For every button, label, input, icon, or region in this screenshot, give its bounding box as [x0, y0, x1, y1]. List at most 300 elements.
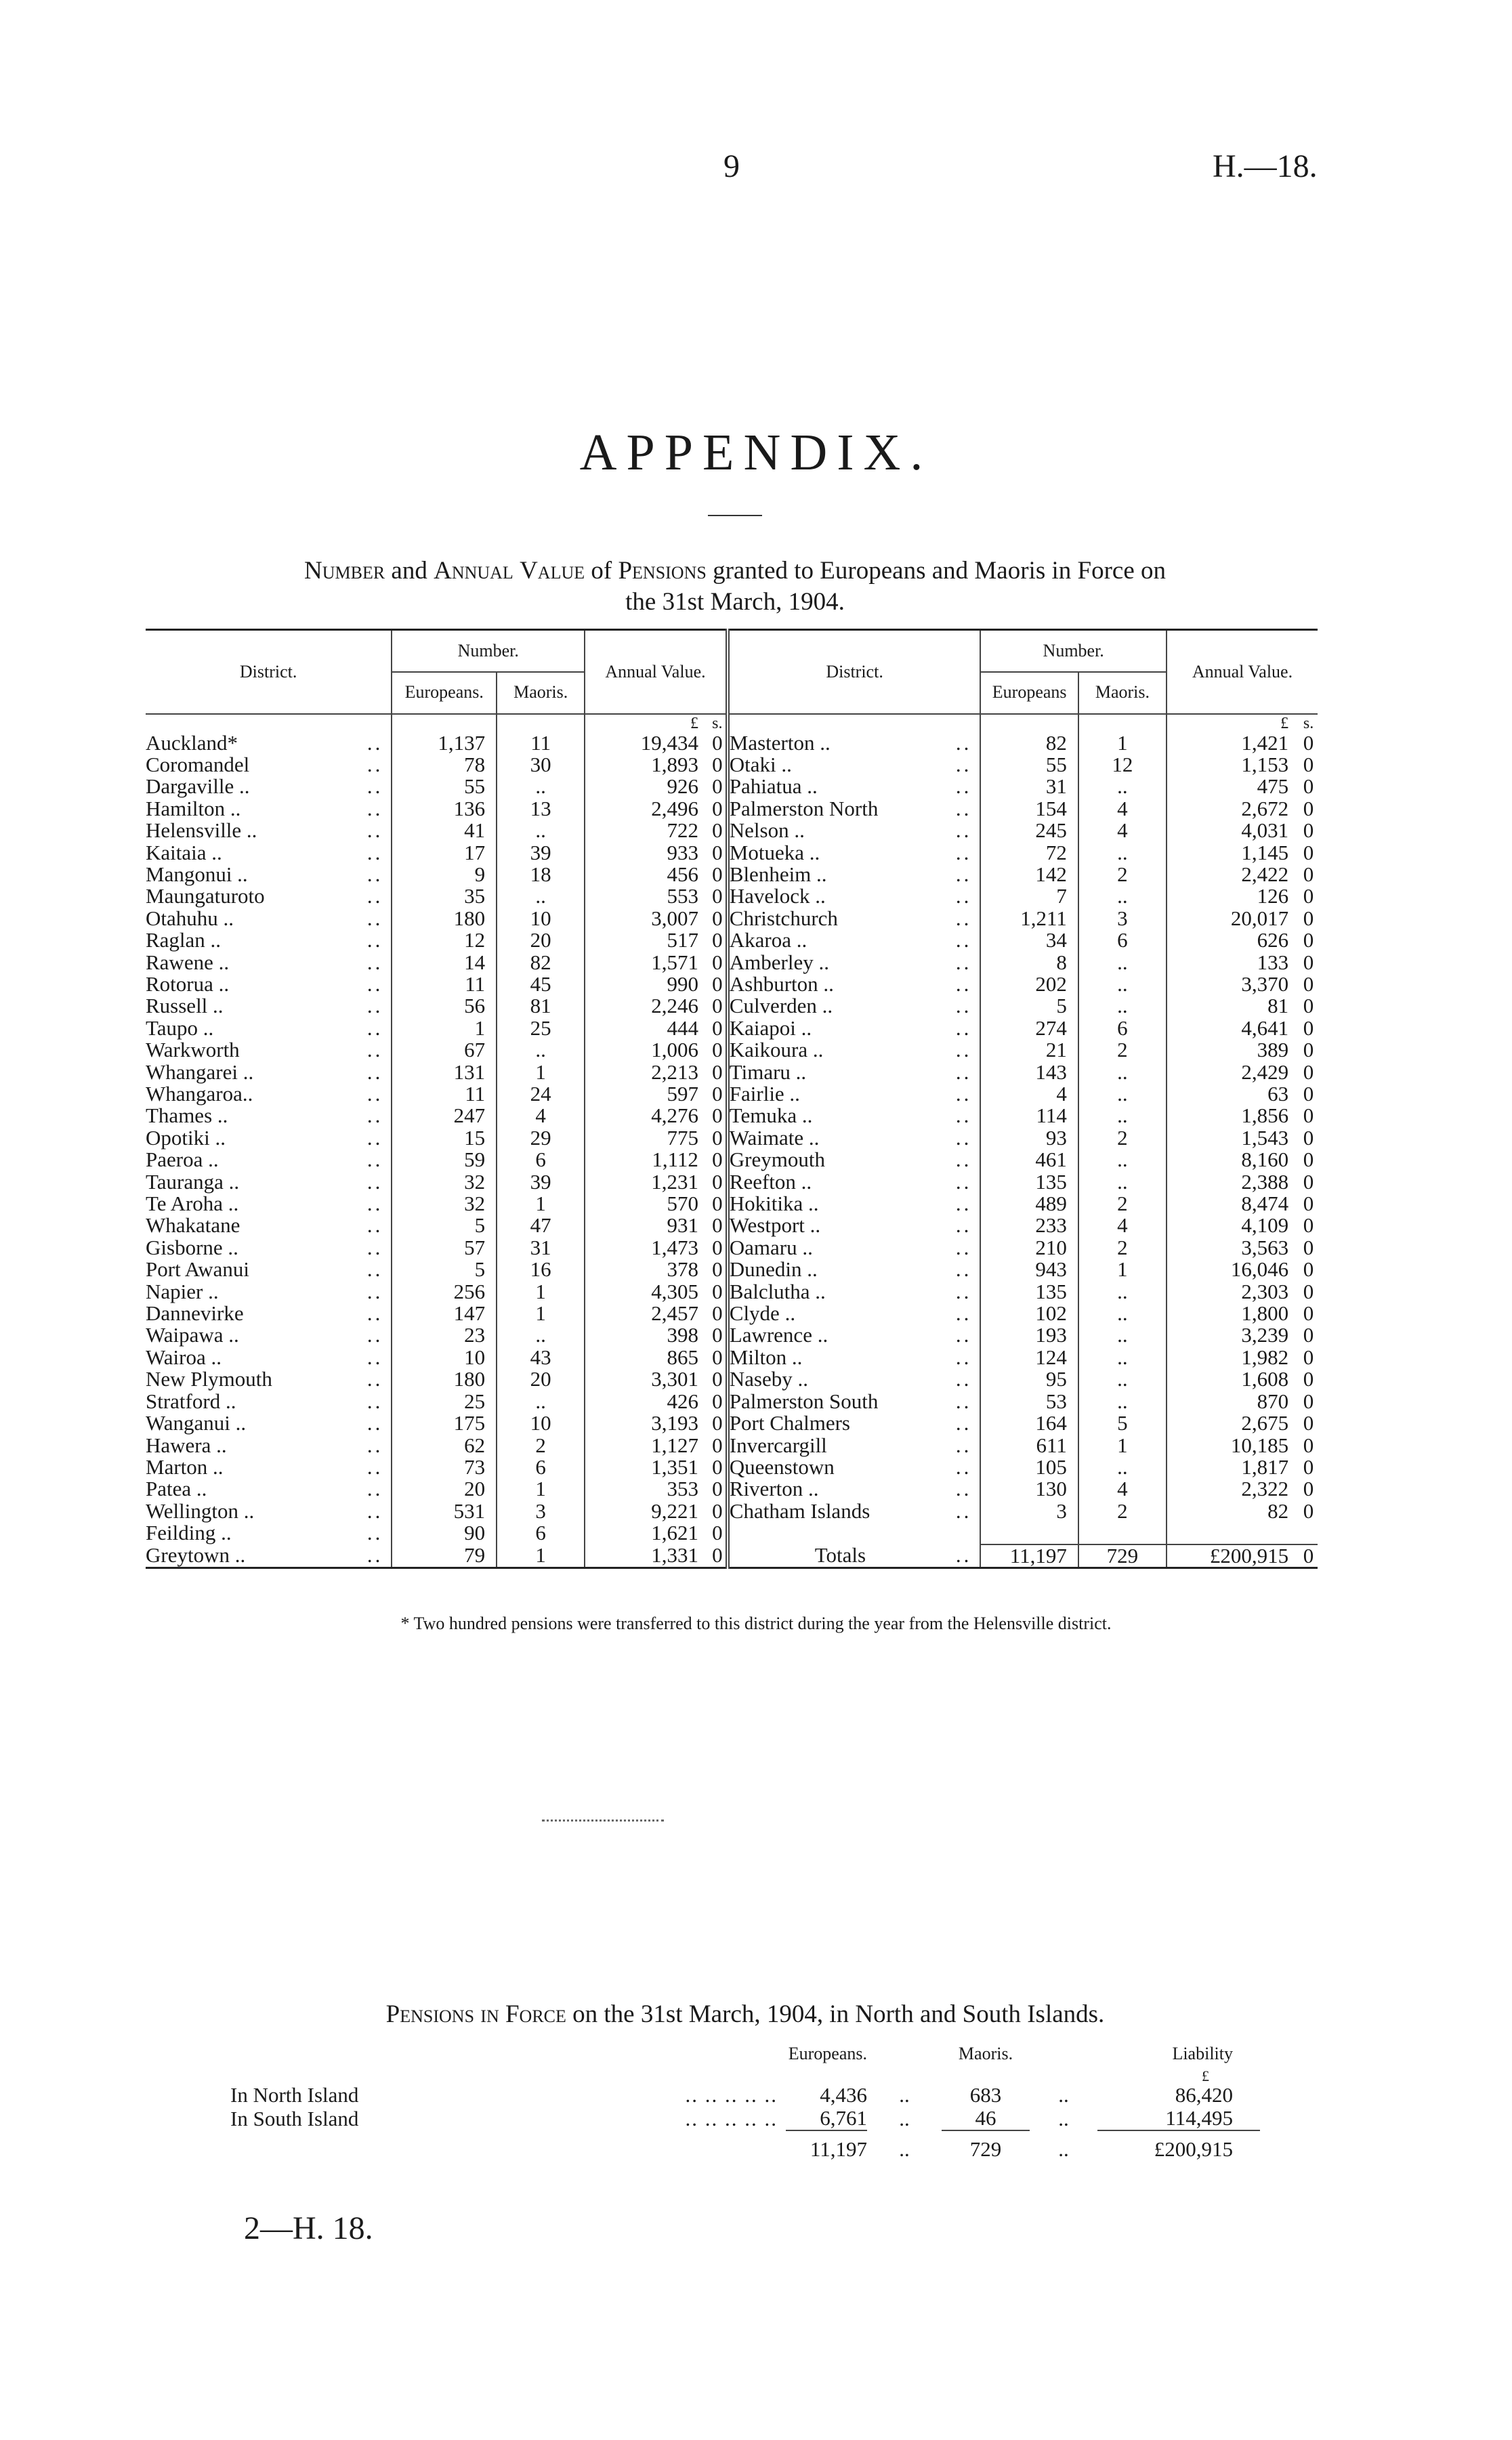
maoris-cell: 31 — [497, 1237, 585, 1259]
maoris-cell: 1 — [497, 1281, 585, 1303]
europeans-cell: 67 — [392, 1039, 497, 1061]
europeans-cell: 143 — [980, 1061, 1078, 1083]
europeans-cell: 9 — [392, 864, 497, 885]
europeans-cell: 102 — [980, 1303, 1078, 1324]
table-row — [146, 1478, 1318, 1500]
table-row — [146, 1017, 1318, 1039]
district-cell: Christchurch — [728, 908, 951, 929]
header-number-left: Number. — [392, 630, 585, 672]
leader-dots: .. — [955, 730, 972, 755]
leader-dots: .. — [955, 1367, 972, 1391]
maoris-cell: .. — [1078, 1061, 1167, 1083]
leader-dots: .. — [366, 752, 383, 776]
europeans-cell: 62 — [392, 1435, 497, 1456]
maoris-cell: 13 — [497, 798, 585, 820]
district-cell: Patea .. — [146, 1477, 207, 1501]
europeans-cell: 233 — [980, 1215, 1078, 1236]
leader-dots: .. — [366, 950, 383, 974]
annual-value-cell: 926 — [585, 776, 709, 797]
europeans-cell: 57 — [392, 1237, 497, 1259]
summary-maoris: 46 — [975, 2106, 996, 2130]
europeans-cell: 130 — [980, 1478, 1078, 1500]
title-divider — [708, 515, 762, 516]
table-row — [146, 1171, 1318, 1193]
leader-dots: .. — [366, 1015, 383, 1040]
maoris-cell: 11 — [497, 732, 585, 754]
annual-value-cell: 456 — [585, 864, 709, 885]
leader-dots: .. — [955, 1148, 972, 1172]
annual-value-cell: 3,301 — [585, 1368, 709, 1390]
table-row — [146, 798, 1318, 820]
annual-value-cell: 3,370 — [1167, 973, 1299, 995]
maoris-cell: 45 — [497, 973, 585, 995]
district-cell: Mangonui .. — [146, 862, 248, 886]
leader-dots: .. — [366, 1345, 383, 1369]
leader-dots: .. — [366, 1454, 383, 1479]
maoris-cell: 4 — [1078, 1478, 1167, 1500]
shillings-cell: 0 — [1303, 796, 1314, 820]
annual-value-cell: 398 — [585, 1324, 709, 1346]
leader-dots: .. — [366, 796, 383, 820]
table-row — [146, 1391, 1318, 1412]
empty-cell — [1167, 1522, 1299, 1544]
shillings-cell: 0 — [1303, 818, 1314, 843]
shillings-cell: 0 — [712, 1038, 723, 1062]
annual-value-cell: 1,608 — [1167, 1368, 1299, 1390]
document-code: H.—18. — [1213, 148, 1318, 184]
shillings-cell: 0 — [1303, 971, 1314, 996]
europeans-cell: 73 — [392, 1456, 497, 1478]
district-cell: Helensville .. — [146, 818, 257, 843]
shillings-cell: 0 — [712, 950, 723, 974]
shillings-cell: 0 — [1303, 1148, 1314, 1172]
shillings-cell: 0 — [1303, 1235, 1314, 1259]
annual-value-cell: 870 — [1167, 1391, 1299, 1412]
shillings-cell: 0 — [1303, 884, 1314, 908]
shillings-cell: 0 — [1303, 1038, 1314, 1062]
table-row — [146, 1412, 1318, 1434]
maoris-cell: .. — [1078, 1324, 1167, 1346]
annual-value-cell: 990 — [585, 973, 709, 995]
table-row — [146, 1083, 1318, 1105]
summary-header-liability — [1097, 2039, 1260, 2069]
annual-value-cell: 865 — [585, 1347, 709, 1368]
annual-value-cell: 1,621 — [585, 1522, 709, 1544]
table-row — [146, 1281, 1318, 1303]
summary-leader-dots: .. .. .. .. .. — [685, 2106, 778, 2130]
maoris-cell: .. — [1078, 1105, 1167, 1127]
europeans-cell: 247 — [392, 1105, 497, 1127]
annual-value-cell: 475 — [1167, 776, 1299, 797]
header-maoris-right: Maoris. — [1078, 672, 1167, 714]
shillings-cell: 0 — [1303, 1279, 1314, 1303]
shilling-unit-left: s. — [712, 714, 723, 732]
maoris-cell: 4 — [1078, 1215, 1167, 1236]
maoris-cell: 4 — [1078, 820, 1167, 841]
europeans-cell: 55 — [392, 776, 497, 797]
leader-dots: .. — [955, 1059, 972, 1084]
maoris-cell: 1 — [497, 1193, 585, 1215]
district-cell: Naseby .. — [728, 1368, 951, 1390]
europeans-cell: 31 — [980, 776, 1078, 797]
title-word-and: and — [385, 557, 434, 585]
europeans-cell: 114 — [980, 1105, 1078, 1127]
maoris-cell: 2 — [1078, 864, 1167, 885]
summary-maoris: 683 — [969, 2083, 1002, 2107]
shillings-cell: 0 — [712, 884, 723, 908]
leader-dots: .. — [955, 1301, 972, 1326]
shillings-cell: 0 — [1303, 1015, 1314, 1040]
maoris-cell: 20 — [497, 1368, 585, 1390]
header-number-right: Number. — [980, 630, 1167, 672]
annual-value-cell: 626 — [1167, 929, 1299, 951]
empty-cell — [980, 1522, 1078, 1544]
totals-annual-value: £200,915 — [1167, 1544, 1299, 1568]
maoris-cell: 6 — [497, 1456, 585, 1478]
shillings-cell: 0 — [1303, 1411, 1314, 1435]
shillings-cell: 0 — [712, 1498, 723, 1523]
annual-value-cell: 9,221 — [585, 1500, 709, 1522]
district-cell: Wairoa .. — [146, 1345, 222, 1369]
header-annual-value-left: Annual Value. — [585, 630, 728, 714]
district-cell: Queenstown — [728, 1456, 951, 1478]
shillings-cell: 0 — [712, 1192, 723, 1216]
shillings-cell: 0 — [712, 1521, 723, 1545]
leader-dots: .. — [955, 1169, 972, 1194]
annual-value-cell: 63 — [1167, 1083, 1299, 1105]
annual-value-cell: 1,473 — [585, 1237, 709, 1259]
shillings-cell: 0 — [712, 840, 723, 864]
maoris-cell: 1 — [1078, 1259, 1167, 1280]
leader-dots: .. — [955, 752, 972, 776]
summary-total-europeans: 11,197 — [786, 2130, 867, 2161]
district-cell: Rawene .. — [146, 950, 230, 974]
shillings-cell: 0 — [1303, 1125, 1314, 1150]
shillings-cell: 0 — [1303, 994, 1314, 1018]
summary-total-liability: £200,915 — [1097, 2130, 1260, 2161]
europeans-cell: 193 — [980, 1324, 1078, 1346]
maoris-cell: .. — [1078, 995, 1167, 1017]
shillings-cell: 0 — [712, 1015, 723, 1040]
leader-dots: .. — [955, 1015, 972, 1040]
empty-cell — [728, 1522, 951, 1544]
summary-label: In South Island — [230, 2106, 359, 2130]
table-row — [146, 1193, 1318, 1215]
shilling-unit-right: s. — [1303, 714, 1314, 732]
totals-europeans: 11,197 — [980, 1544, 1078, 1568]
leader-dots: .. — [955, 1103, 972, 1128]
district-cell: Milton .. — [728, 1347, 951, 1368]
shillings-cell: 0 — [1303, 1301, 1314, 1326]
leader-dots: .. — [951, 1544, 980, 1568]
district-cell: Taupo .. — [146, 1015, 214, 1040]
table-row — [146, 864, 1318, 885]
district-cell: Timaru .. — [728, 1061, 951, 1083]
leader-dots: .. — [366, 1235, 383, 1259]
annual-value-cell: 1,112 — [585, 1149, 709, 1171]
shillings-cell: 0 — [712, 1103, 723, 1128]
totals-maoris: 729 — [1078, 1544, 1167, 1568]
leader-dots: .. — [955, 884, 972, 908]
summary-sep: .. — [899, 2106, 910, 2130]
annual-value-cell: 1,351 — [585, 1456, 709, 1478]
maoris-cell: 47 — [497, 1215, 585, 1236]
leader-dots: .. — [366, 1148, 383, 1172]
summary-total-row — [230, 2130, 1260, 2161]
annual-value-cell: 10,185 — [1167, 1435, 1299, 1456]
annual-value-cell: 126 — [1167, 885, 1299, 907]
leader-dots: .. — [366, 1389, 383, 1413]
europeans-cell: 154 — [980, 798, 1078, 820]
shillings-cell: 0 — [1303, 1454, 1314, 1479]
leader-dots: .. — [366, 1301, 383, 1326]
district-cell: Opotiki .. — [146, 1125, 226, 1150]
annual-value-cell: 517 — [585, 929, 709, 951]
table-row — [146, 1237, 1318, 1259]
leader-dots: .. — [955, 1082, 972, 1106]
district-cell: Culverden .. — [728, 995, 951, 1017]
summary-sep: .. — [899, 2137, 910, 2161]
district-cell: Whakatane — [146, 1213, 240, 1238]
maoris-cell: 81 — [497, 995, 585, 1017]
shillings-cell: 0 — [712, 971, 723, 996]
shillings-cell: 0 — [1303, 1213, 1314, 1238]
shillings-cell: 0 — [1303, 1169, 1314, 1194]
europeans-cell: 175 — [392, 1412, 497, 1434]
europeans-cell: 8 — [980, 952, 1078, 973]
europeans-cell: 95 — [980, 1368, 1078, 1390]
europeans-cell: 611 — [980, 1435, 1078, 1456]
leader-dots: .. — [366, 730, 383, 755]
maoris-cell: .. — [497, 1039, 585, 1061]
header-europeans-left: Europeans. — [392, 672, 497, 714]
leader-dots: .. — [366, 906, 383, 930]
leader-dots: .. — [955, 1454, 972, 1479]
shillings-cell: 0 — [712, 1279, 723, 1303]
totals-shillings: 0 — [1299, 1544, 1318, 1568]
maoris-cell: 1 — [1078, 732, 1167, 754]
leader-dots: .. — [955, 862, 972, 886]
bottom-document-code: 2—H. 18. — [244, 2210, 373, 2246]
annual-value-cell: 81 — [1167, 995, 1299, 1017]
annual-value-cell: 1,145 — [1167, 842, 1299, 864]
summary-title-space2 — [499, 2000, 505, 2028]
district-cell: Kaikoura .. — [728, 1039, 951, 1061]
annual-value-cell: 8,474 — [1167, 1193, 1299, 1215]
leader-dots: .. — [955, 971, 972, 996]
summary-header-maoris: Maoris. — [958, 2044, 1013, 2063]
annual-value-cell: 933 — [585, 842, 709, 864]
europeans-cell: 17 — [392, 842, 497, 864]
leader-dots: .. — [366, 1059, 383, 1084]
shillings-cell: 0 — [1303, 1257, 1314, 1282]
annual-value-cell: 1,543 — [1167, 1127, 1299, 1149]
maoris-cell: 20 — [497, 929, 585, 951]
maoris-cell: 16 — [497, 1259, 585, 1280]
leader-dots: .. — [955, 994, 972, 1018]
annual-value-cell: 3,563 — [1167, 1237, 1299, 1259]
maoris-cell: 39 — [497, 1171, 585, 1193]
annual-value-cell: 19,434 — [585, 732, 709, 754]
maoris-cell: 2 — [497, 1435, 585, 1456]
title-word-annual: Annual — [434, 557, 513, 585]
district-cell: Whangarei .. — [146, 1059, 254, 1084]
title-space — [513, 557, 520, 585]
europeans-cell: 136 — [392, 798, 497, 820]
maoris-cell: .. — [1078, 842, 1167, 864]
district-cell: Invercargill — [728, 1435, 951, 1456]
table-row — [146, 1039, 1318, 1061]
leader-dots: .. — [955, 1257, 972, 1282]
europeans-cell: 5 — [980, 995, 1078, 1017]
table-row — [146, 1303, 1318, 1324]
shillings-cell: 0 — [712, 774, 723, 799]
shillings-cell: 0 — [712, 1454, 723, 1479]
leader-dots: .. — [955, 1345, 972, 1369]
annual-value-cell: 931 — [585, 1215, 709, 1236]
europeans-cell: 21 — [980, 1039, 1078, 1061]
shillings-cell: 0 — [1303, 1389, 1314, 1413]
leader-dots: .. — [366, 1169, 383, 1194]
europeans-cell: 10 — [392, 1347, 497, 1368]
table-row — [146, 973, 1318, 995]
shillings-cell: 0 — [709, 1544, 728, 1568]
district-cell: Paeroa .. — [146, 1148, 219, 1172]
leader-dots: .. — [366, 1038, 383, 1062]
leader-dots: .. — [366, 1477, 383, 1501]
maoris-cell: 3 — [1078, 908, 1167, 929]
maoris-cell: 24 — [497, 1083, 585, 1105]
shillings-cell: 0 — [1303, 774, 1314, 799]
shillings-cell: 0 — [712, 1213, 723, 1238]
summary-sep: .. — [1058, 2137, 1069, 2161]
shillings-cell: 0 — [1303, 862, 1314, 886]
table-row — [146, 1500, 1318, 1522]
europeans-cell: 124 — [980, 1347, 1078, 1368]
table-row — [146, 732, 1318, 754]
leader-dots: .. — [955, 1213, 972, 1238]
leader-dots: .. — [955, 840, 972, 864]
leader-dots: .. — [955, 950, 972, 974]
district-cell: Greymouth — [728, 1149, 951, 1171]
annual-value-cell: 2,429 — [1167, 1061, 1299, 1083]
europeans-cell: 11 — [392, 973, 497, 995]
shillings-cell: 0 — [1303, 950, 1314, 974]
shillings-cell: 0 — [712, 1148, 723, 1172]
shillings-cell: 0 — [1303, 906, 1314, 930]
shillings-cell: 0 — [712, 730, 723, 755]
annual-value-cell: 1,331 — [585, 1544, 709, 1568]
annual-value-cell: 1,817 — [1167, 1456, 1299, 1478]
summary-table — [230, 2039, 1260, 2161]
maoris-cell: 6 — [497, 1149, 585, 1171]
district-cell: Fairlie .. — [728, 1083, 951, 1105]
annual-value-cell: 1,982 — [1167, 1347, 1299, 1368]
summary-title — [203, 2000, 1287, 2029]
summary-row-north — [230, 2084, 1260, 2107]
europeans-cell: 78 — [392, 754, 497, 776]
summary-title-force: Force — [505, 2000, 566, 2028]
shillings-cell: 0 — [712, 1235, 723, 1259]
europeans-cell: 210 — [980, 1237, 1078, 1259]
leader-dots: .. — [955, 774, 972, 799]
annual-value-cell: 82 — [1167, 1500, 1299, 1522]
maoris-cell: 2 — [1078, 1039, 1167, 1061]
annual-value-cell: 1,231 — [585, 1171, 709, 1193]
maoris-cell: 6 — [1078, 929, 1167, 951]
annual-value-cell: 1,800 — [1167, 1303, 1299, 1324]
europeans-cell: 3 — [980, 1500, 1078, 1522]
shillings-cell: 0 — [712, 818, 723, 843]
title-word-value: Value — [520, 557, 585, 585]
maoris-cell: .. — [1078, 1171, 1167, 1193]
leader-dots: .. — [362, 1544, 392, 1568]
district-cell: Kaitaia .. — [146, 840, 222, 864]
leader-dots: .. — [955, 1125, 972, 1150]
pound-unit-left: £ — [585, 714, 709, 732]
annual-value-cell: 4,276 — [585, 1105, 709, 1127]
leader-dots: .. — [366, 971, 383, 996]
summary-leader-dots: .. .. .. .. .. — [685, 2083, 778, 2107]
europeans-cell: 4 — [980, 1083, 1078, 1105]
leader-dots: .. — [366, 1082, 383, 1106]
annual-value-cell: 2,457 — [585, 1303, 709, 1324]
annual-value-cell: 8,160 — [1167, 1149, 1299, 1171]
annual-value-cell: 353 — [585, 1478, 709, 1500]
leader-dots: .. — [955, 1235, 972, 1259]
annual-value-cell: 2,303 — [1167, 1281, 1299, 1303]
table-row — [146, 776, 1318, 797]
maoris-cell: .. — [1078, 885, 1167, 907]
maoris-cell: 82 — [497, 952, 585, 973]
table-row — [146, 820, 1318, 841]
shillings-cell: 0 — [712, 1059, 723, 1084]
europeans-cell: 142 — [980, 864, 1078, 885]
shillings-cell: 0 — [1303, 928, 1314, 952]
table-row — [146, 1435, 1318, 1456]
summary-sep: .. — [1058, 2106, 1069, 2130]
maoris-cell: 1 — [497, 1061, 585, 1083]
district-cell: Coromandel — [146, 752, 250, 776]
maoris-cell: 43 — [497, 1347, 585, 1368]
leader-dots: .. — [366, 862, 383, 886]
europeans-cell: 79 — [392, 1544, 497, 1568]
district-cell: Pahiatua .. — [728, 776, 951, 797]
shillings-cell: 0 — [1303, 752, 1314, 776]
district-cell: Feilding .. — [146, 1521, 232, 1545]
leader-dots: .. — [366, 928, 383, 952]
europeans-cell: 180 — [392, 1368, 497, 1390]
leader-dots: .. — [366, 884, 383, 908]
europeans-cell: 202 — [980, 973, 1078, 995]
europeans-cell: 32 — [392, 1171, 497, 1193]
maoris-cell: .. — [1078, 1303, 1167, 1324]
leader-dots: .. — [366, 1433, 383, 1457]
annual-value-cell: 1,571 — [585, 952, 709, 973]
europeans-cell: 35 — [392, 885, 497, 907]
table-row — [146, 1522, 1318, 1544]
maoris-cell: 25 — [497, 1017, 585, 1039]
annual-value-cell: 775 — [585, 1127, 709, 1149]
maoris-cell: .. — [497, 820, 585, 841]
shillings-cell: 0 — [1303, 1367, 1314, 1391]
district-cell: Te Aroha .. — [146, 1192, 239, 1216]
table-row — [146, 929, 1318, 951]
empty-cell — [951, 1522, 980, 1544]
annual-value-cell: 3,007 — [585, 908, 709, 929]
maoris-cell: 1 — [497, 1478, 585, 1500]
table-row — [146, 1149, 1318, 1171]
